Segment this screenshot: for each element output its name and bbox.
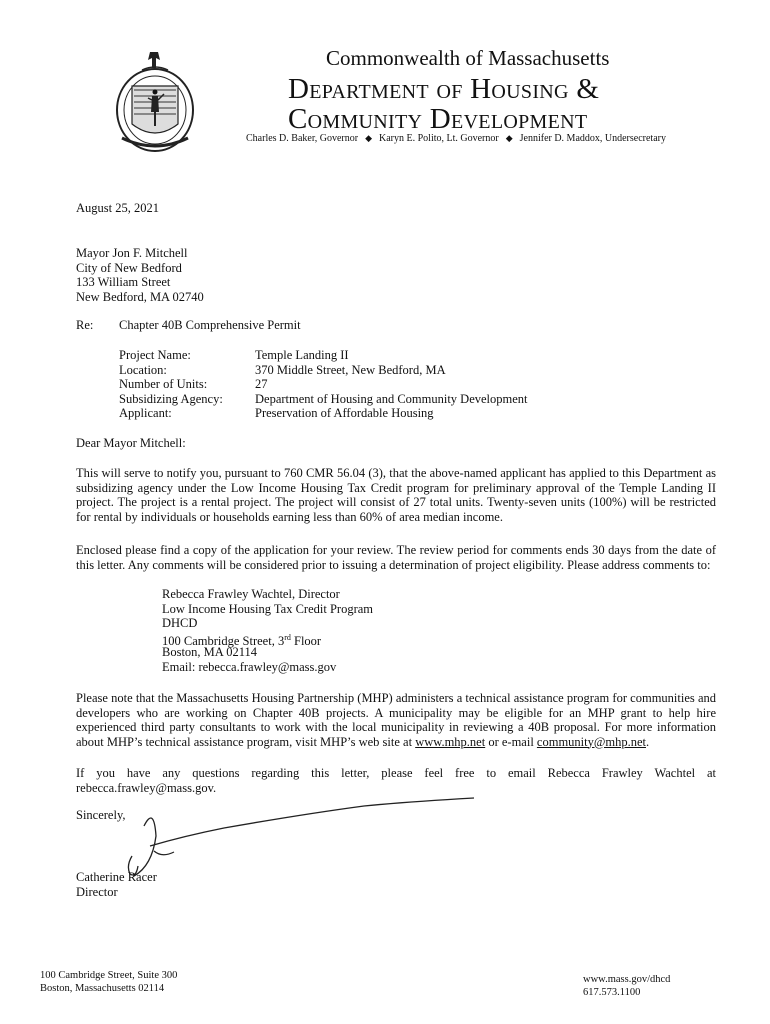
- contact-name: Rebecca Frawley Wachtel, Director: [162, 587, 340, 601]
- contact-city: Boston, MA 02114: [162, 645, 258, 659]
- contact-street: [162, 631, 373, 646]
- contact-org: DHCD: [162, 616, 198, 630]
- footer-website[interactable]: www.mass.gov/dhcd: [583, 974, 671, 985]
- department-heading-line1: Department of Housing &: [288, 73, 600, 105]
- massachusetts-seal-logo: [112, 46, 198, 158]
- recipient-line: Mayor Jon F. Mitchell: [76, 246, 188, 260]
- salutation: Dear Mayor Mitchell:: [76, 436, 186, 450]
- signer-name: Catherine Racer: [76, 870, 157, 884]
- detail-value: Temple Landing II: [255, 348, 349, 362]
- footer-address-line1: 100 Cambridge Street, Suite 300: [40, 970, 178, 981]
- detail-value: 370 Middle Street, New Bedford, MA: [255, 362, 446, 377]
- handwritten-signature: [104, 796, 484, 888]
- detail-row: [119, 392, 528, 407]
- re-subject: Chapter 40B Comprehensive Permit: [119, 318, 301, 332]
- detail-value: Department of Housing and Community Development: [255, 391, 528, 406]
- closing: Sincerely,: [76, 808, 126, 822]
- project-details: [119, 348, 528, 421]
- footer-address-line2: Boston, Massachusetts 02114: [40, 983, 165, 994]
- mhp-text-b: or e-mail: [485, 734, 537, 749]
- re-label: Re:: [76, 318, 94, 332]
- diamond-icon: ◆: [365, 133, 372, 143]
- notification-paragraph: This will serve to notify you, pursuant to 760 CMR 56.04 (3), that the above-named applicant has applied to this Department as subsidizing agency under the Low Income Housing Tax Credit program for preliminary approval of the Temple Landing II project. The project is a rental project. The project will consist of 27 total units. Twenty-seven units (100%) will be restricted for rental by individuals or households earning less than 60% of area median income.: [76, 466, 716, 524]
- detail-row: [119, 406, 528, 421]
- street-suffix: Floor: [290, 633, 322, 648]
- detail-value: Preservation of Affordable Housing: [255, 406, 434, 420]
- mhp-paragraph: [76, 691, 716, 749]
- detail-value: 27: [255, 377, 268, 391]
- mhp-text-c: .: [646, 734, 650, 749]
- footer-phone: 617.573.1100: [583, 987, 641, 998]
- contact-program: Low Income Housing Tax Credit Program: [162, 601, 374, 616]
- officials-line: [246, 133, 666, 144]
- detail-label: Number of Units:: [119, 377, 208, 391]
- mhp-email-link[interactable]: community@mhp.net: [536, 734, 646, 749]
- letter-date: August 25, 2021: [76, 201, 159, 215]
- department-heading: [288, 74, 599, 134]
- recipient-line: 133 William Street: [76, 275, 171, 289]
- recipient-line: City of New Bedford: [76, 260, 182, 275]
- recipient-line: New Bedford, MA 02740: [76, 289, 204, 304]
- footer-contact: [583, 973, 670, 999]
- street-sup: rd: [284, 632, 291, 642]
- mhp-website-link[interactable]: www.mhp.net: [415, 734, 486, 749]
- signer-block: [76, 870, 157, 899]
- commonwealth-heading: Commonwealth of Massachusetts: [326, 46, 610, 70]
- street-text: 100 Cambridge Street, 3: [162, 633, 285, 648]
- signer-title: Director: [76, 884, 118, 899]
- detail-label: Subsidizing Agency:: [119, 391, 223, 406]
- lt-governor-name: Karyn E. Polito, Lt. Governor: [379, 133, 499, 144]
- detail-label: Applicant:: [119, 406, 172, 420]
- department-heading-line2: Community Development: [288, 103, 588, 135]
- detail-row: [119, 363, 528, 378]
- diamond-icon: ◆: [505, 133, 513, 143]
- detail-label: Location:: [119, 362, 167, 377]
- undersecretary-name: Jennifer D. Maddox, Undersecretary: [519, 133, 666, 144]
- questions-paragraph: If you have any questions regarding this letter, please feel free to email Rebecca Frawley Wachtel at rebecca.frawley@mass.gov.: [76, 766, 716, 795]
- detail-row: [119, 348, 528, 363]
- footer-address: [40, 969, 177, 995]
- recipient-address: [76, 246, 204, 304]
- mhp-text-a: Please note that the Massachusetts Housing Partnership (MHP) administers a technical assistance program for communities and developers who are working on Chapter 40B projects. A municipality may be eligible for an MHP grant to help hire experienced third party consultants to work with the local municipality in reviewing a 40B proposal. For more information about MHP’s technical assistance program, visit MHP’s web site at: [76, 691, 716, 749]
- detail-label: Project Name:: [119, 348, 191, 362]
- contact-email: Email: rebecca.frawley@mass.gov: [162, 659, 337, 674]
- review-paragraph: Enclosed please find a copy of the application for your review. The review period for comments ends 30 days from the date of this letter. Any comments will be considered prior to issuing a determination of project eligibility. Please address comments to:: [76, 543, 716, 572]
- detail-row: [119, 377, 528, 392]
- governor-name: Charles D. Baker, Governor: [246, 133, 359, 144]
- contact-block: [162, 587, 373, 674]
